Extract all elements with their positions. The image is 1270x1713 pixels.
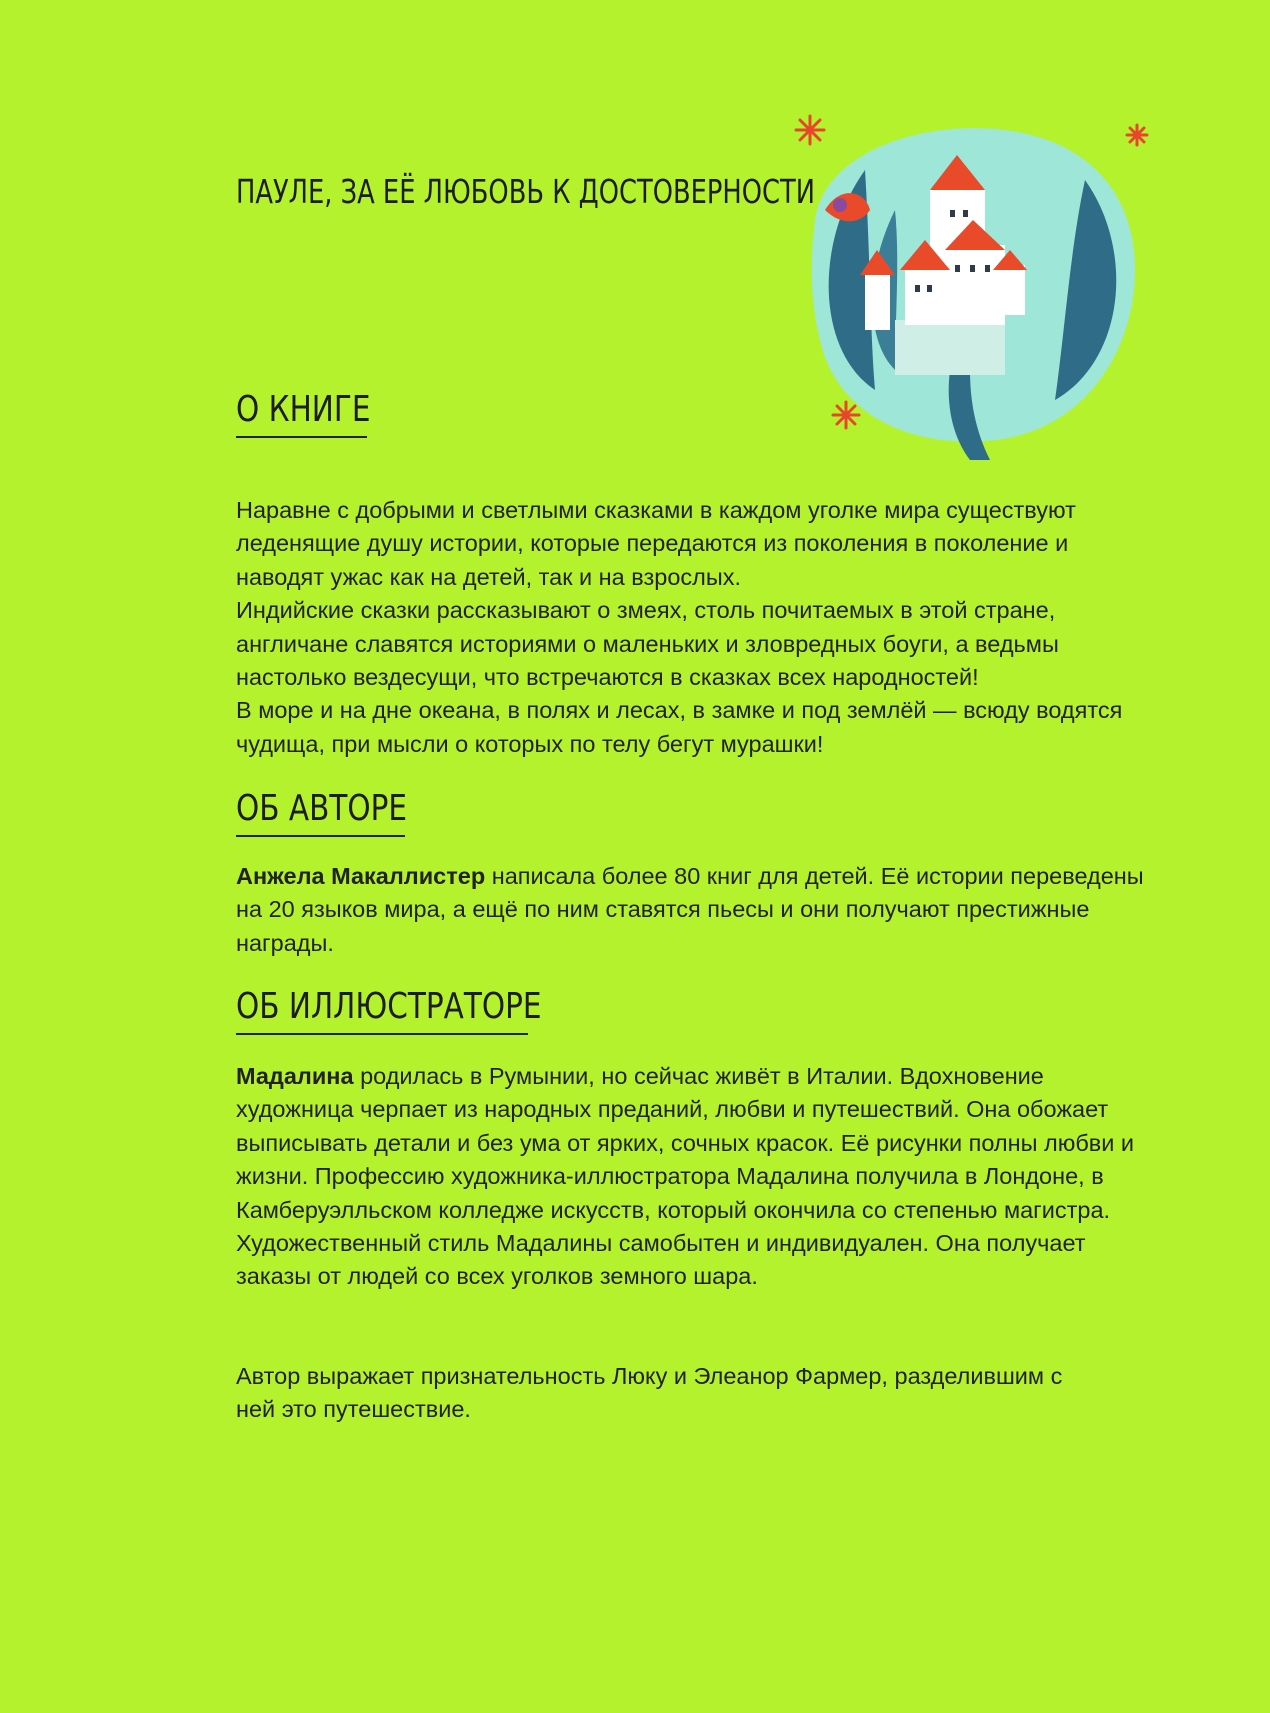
about-book-heading: О КНИГЕ: [236, 389, 371, 430]
illustrator-bio: родилась в Румынии, но сейчас живёт в Италии. Вдохновение художница черпает из народных преданий, любви и путешествий. Она обожает выписывать детали и без ума от ярких, сочных красок. Её рисунки полны любви и жизни. Профессию художника-иллюстратора Мадалина получила в Лондоне, в Камберуэлльском колледже искусств, который окончила со степенью магистра. Художественный стиль Мадалины самобытен и индивидуален. Она получает заказы от людей со всех уголков земного шара.: [236, 1063, 1135, 1290]
about-illustrator-text: [236, 1060, 1156, 1294]
paragraph: [236, 1060, 1156, 1294]
star-icon: [833, 402, 859, 428]
heading-underline: [236, 835, 405, 837]
about-illustrator-section: [236, 985, 609, 1035]
author-name: Анжела Макаллистер: [236, 863, 486, 889]
castle-illustration: [755, 100, 1175, 460]
star-icon: [1127, 125, 1147, 145]
illustrator-name: Мадалина: [236, 1063, 354, 1089]
about-book-text: [236, 494, 1156, 761]
heading-underline: [236, 1033, 528, 1035]
paragraph: Индийские сказки рассказывают о змеях, столь почитаемых в этой стране, англичане славятся историями о маленьких и зловредных боуги, а ведьмы настолько вездесущи, что встречаются в сказках всех народностей!: [236, 597, 1059, 691]
star-icon: [796, 116, 824, 144]
paragraph: [236, 860, 1156, 960]
paragraph: В море и на дне океана, в полях и лесах, в замке и под землёй — всюду водятся чудища, при мысли о которых по телу бегут мурашки!: [236, 697, 1123, 757]
paragraph: Автор выражает признательность Люку и Элеанор Фармер, разделившим с ней это путешествие.: [236, 1363, 1063, 1423]
acknowledgement: [236, 1360, 1096, 1427]
about-author-text: [236, 860, 1156, 960]
author-bio: написала более 80 книг для детей. Её истории переведены на 20 языков мира, а ещё по ним ставятся пьесы и они получают престижные награды.: [236, 863, 1144, 956]
about-author-heading: ОБ АВТОРЕ: [236, 788, 408, 829]
about-author-section: [236, 787, 445, 837]
about-illustrator-heading: ОБ ИЛЛЮСТРАТОРЕ: [236, 986, 542, 1027]
dedication: ПАУЛЕ, ЗА ЕЁ ЛЮБОВЬ К ДОСТОВЕРНОСТИ: [236, 172, 815, 211]
about-book-section: [236, 388, 400, 438]
paragraph: Наравне с добрыми и светлыми сказками в каждом уголке мира существуют леденящие душу истории, которые передаются из поколения в поколение и наводят ужас как на детей, так и на взрослых.: [236, 497, 1076, 590]
heading-underline: [236, 436, 367, 438]
